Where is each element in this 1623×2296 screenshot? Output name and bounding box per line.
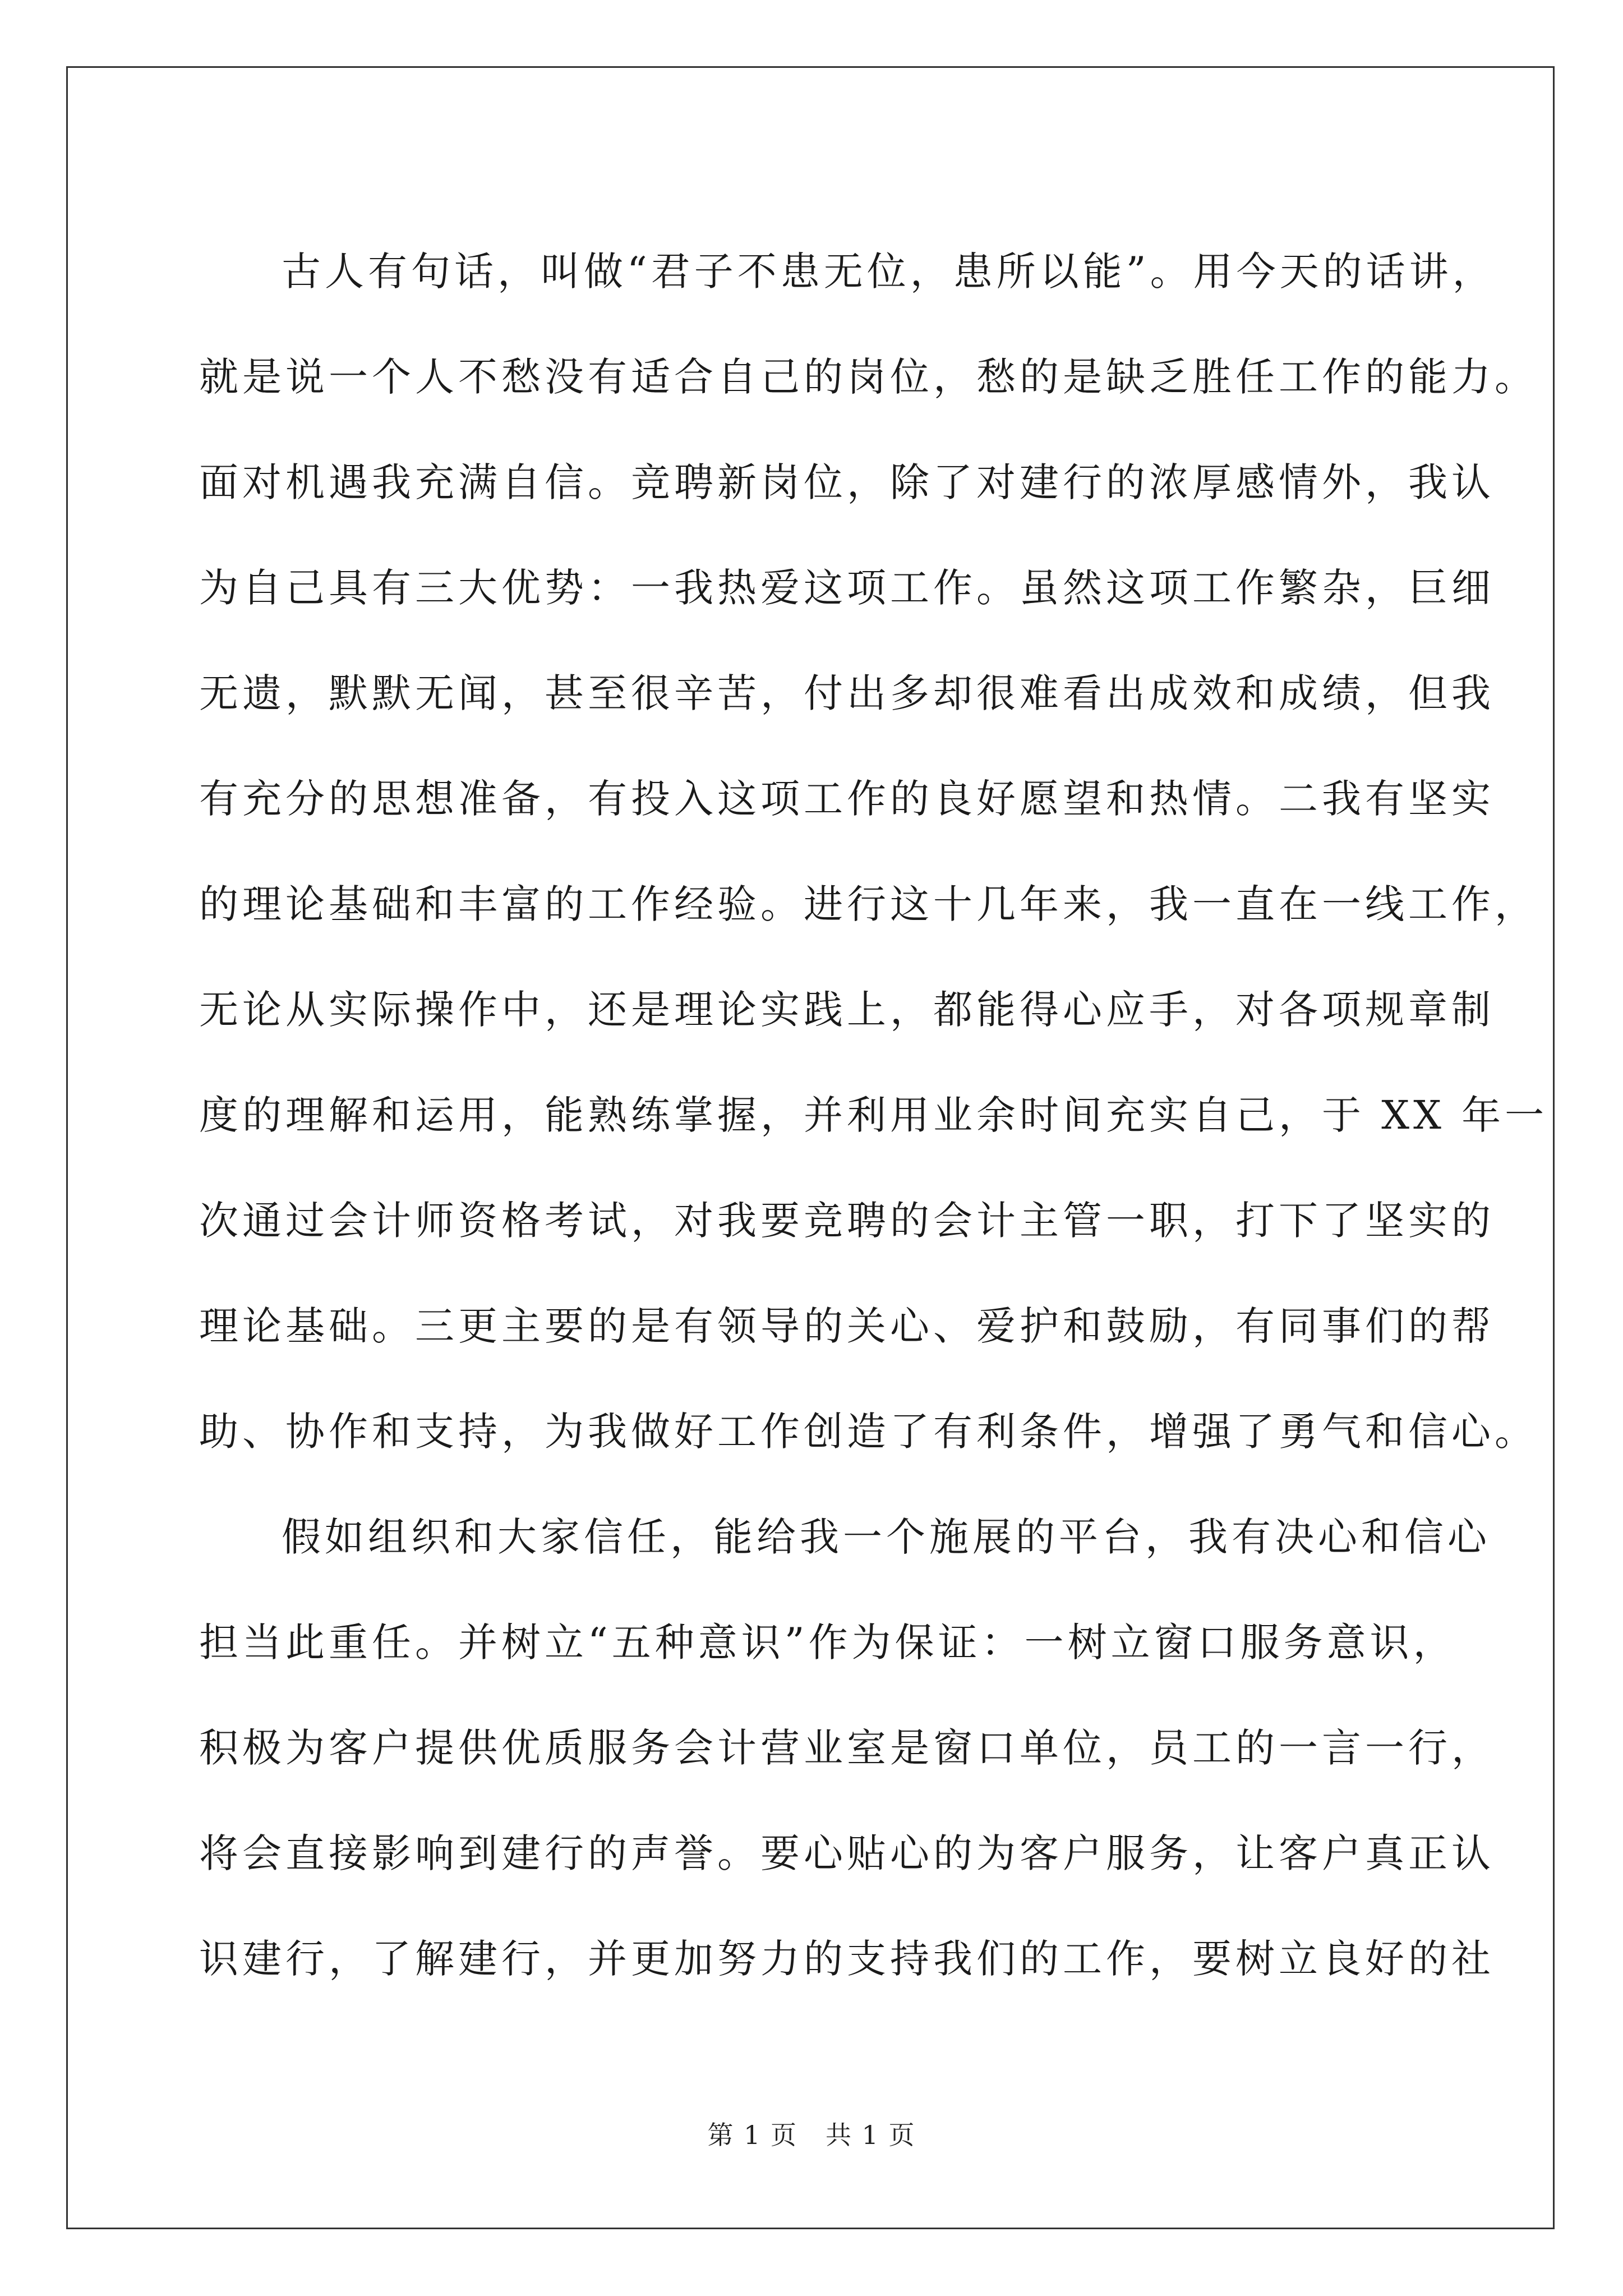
paragraph-1-line-8: 无论从实际操作中，还是理论实践上，都能得心应手，对各项规章制 [199,987,1495,1033]
page-total: 共 1 页 [826,2120,916,2150]
paragraph-1-line-11: 理论基础。三更主要的是有领导的关心、爱护和鼓励，有同事们的帮 [199,1303,1495,1349]
paragraph-2-line-3: 积极为客户提供优质服务会计营业室是窗口单位，员工的一言一行， [199,1725,1495,1771]
paragraph-1-line-9: 度的理解和运用，能熟练掌握，并利用业余时间充实自己，于 XX 年一 [199,1092,1548,1138]
paragraph-1-line-7: 的理论基础和丰富的工作经验。进行这十几年来，我一直在一线工作， [199,881,1538,927]
paragraph-2-line-2: 担当此重任。并树立“五种意识”作为保证：一树立窗口服务意识， [199,1619,1456,1665]
paragraph-2-line-5: 识建行，了解建行，并更加努力的支持我们的工作，要树立良好的社 [199,1936,1495,1982]
paragraph-2-line-4: 将会直接影响到建行的声誉。要心贴心的为客户服务，让客户真正认 [199,1830,1495,1876]
paragraph-1-line-10: 次通过会计师资格考试，对我要竞聘的会计主管一职，打下了坚实的 [199,1198,1495,1244]
paragraph-1-line-5: 无遗，默默无闻，甚至很辛苦，付出多却很难看出成效和成绩，但我 [199,670,1495,716]
paragraph-1-line-12: 助、协作和支持，为我做好工作创造了有利条件，增强了勇气和信心。 [199,1409,1538,1455]
paragraph-2-line-1: 假如组织和大家信任，能给我一个施展的平台，我有决心和信心 [282,1514,1491,1560]
paragraph-1-line-6: 有充分的思想准备，有投入这项工作的良好愿望和热情。二我有坚实 [199,776,1495,822]
page-footer [0,2115,1623,2152]
paragraph-1-line-3: 面对机遇我充满自信。竞聘新岗位，除了对建行的浓厚感情外，我认 [199,459,1495,505]
paragraph-1-line-4: 为自己具有三大优势：一我热爱这项工作。虽然这项工作繁杂，巨细 [199,565,1495,611]
paragraph-1-line-1: 古人有句话，叫做“君子不患无位，患所以能”。用今天的话讲， [282,249,1496,295]
paragraph-1-line-2: 就是说一个人不愁没有适合自己的岗位，愁的是缺乏胜任工作的能力。 [199,354,1538,400]
page-number: 第 1 页 [707,2120,797,2150]
document-body [199,219,1548,2012]
